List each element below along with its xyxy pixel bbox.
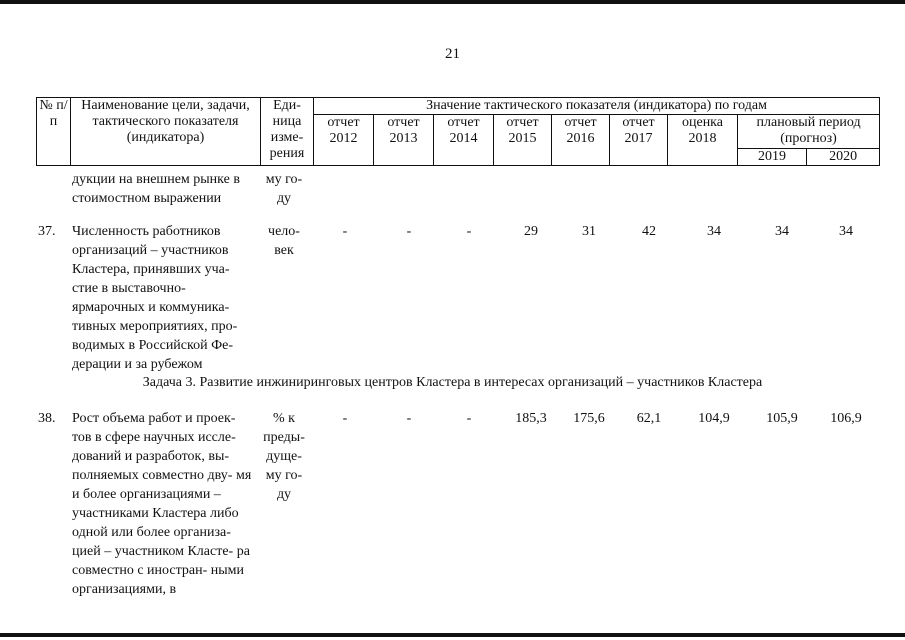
header-plan: плановый период (прогноз) bbox=[738, 115, 880, 149]
value-2013: - bbox=[406, 224, 412, 239]
header-year-2014: отчет 2014 bbox=[434, 115, 494, 166]
value-2020: 34 bbox=[839, 224, 853, 239]
header-year-2015: отчет 2015 bbox=[494, 115, 552, 166]
value-2012: - bbox=[342, 411, 348, 426]
value-2018: 104,9 bbox=[698, 411, 730, 426]
value-2015: 29 bbox=[524, 224, 538, 239]
bottom-border bbox=[0, 633, 905, 637]
header-year-2012: отчет 2012 bbox=[314, 115, 374, 166]
header-name: Наименование цели, задачи, тактического показателя (индикатора) bbox=[71, 98, 261, 166]
row-name: Численность работников организаций – участников Кластера, принявших уча- стие в выставочно- ярмарочных и коммуника- тивных мероприятиях, про- водимых в Российской Фе- дерации и за рубежом bbox=[72, 224, 238, 372]
value-2017: 42 bbox=[642, 224, 656, 239]
table-header bbox=[36, 97, 880, 166]
header-year-2017: отчет 2017 bbox=[610, 115, 668, 166]
row-name: Рост объема работ и проек- тов в сфере научных иссле- дований и разработок, вы- полняемых совместно дву- мя и более организациями – участниками Кластера либо одной или более организа- цией – участником Класте- ра совместно с иностран- ными организациями, в bbox=[72, 411, 252, 597]
header-year-2020: 2020 bbox=[807, 149, 880, 166]
value-2017: 62,1 bbox=[636, 411, 662, 426]
value-2015: 185,3 bbox=[515, 411, 547, 426]
header-group: Значение тактического показателя (индикатора) по годам bbox=[314, 98, 880, 115]
task-heading: Задача 3. Развитие инжиниринговых центров Кластера в интересах организаций – участников Кластера bbox=[142, 375, 763, 390]
header-unit: Еди- ница изме- рения bbox=[261, 98, 314, 166]
value-2013: - bbox=[406, 411, 412, 426]
page-number: 21 bbox=[445, 46, 460, 62]
continuation-name: дукции на внешнем рынке в стоимостном выражении bbox=[72, 172, 240, 206]
row-number: 38. bbox=[38, 411, 56, 426]
value-2012: - bbox=[342, 224, 348, 239]
row-number: 37. bbox=[38, 224, 56, 239]
header-year-2018: оценка 2018 bbox=[668, 115, 738, 166]
header-year-2016: отчет 2016 bbox=[552, 115, 610, 166]
value-2014: - bbox=[466, 411, 472, 426]
value-2019: 105,9 bbox=[766, 411, 798, 426]
value-2014: - bbox=[466, 224, 472, 239]
value-2016: 175,6 bbox=[573, 411, 605, 426]
header-num: № п/п bbox=[37, 98, 71, 166]
top-border bbox=[0, 0, 905, 4]
value-2020: 106,9 bbox=[830, 411, 862, 426]
value-2018: 34 bbox=[707, 224, 721, 239]
value-2019: 34 bbox=[775, 224, 789, 239]
continuation-unit: му го- ду bbox=[265, 172, 303, 206]
header-year-2019: 2019 bbox=[738, 149, 807, 166]
header-year-2013: отчет 2013 bbox=[374, 115, 434, 166]
row-unit: чело- век bbox=[268, 224, 300, 258]
row-unit: % к преды- дуще- му го- ду bbox=[263, 411, 305, 502]
value-2016: 31 bbox=[582, 224, 596, 239]
